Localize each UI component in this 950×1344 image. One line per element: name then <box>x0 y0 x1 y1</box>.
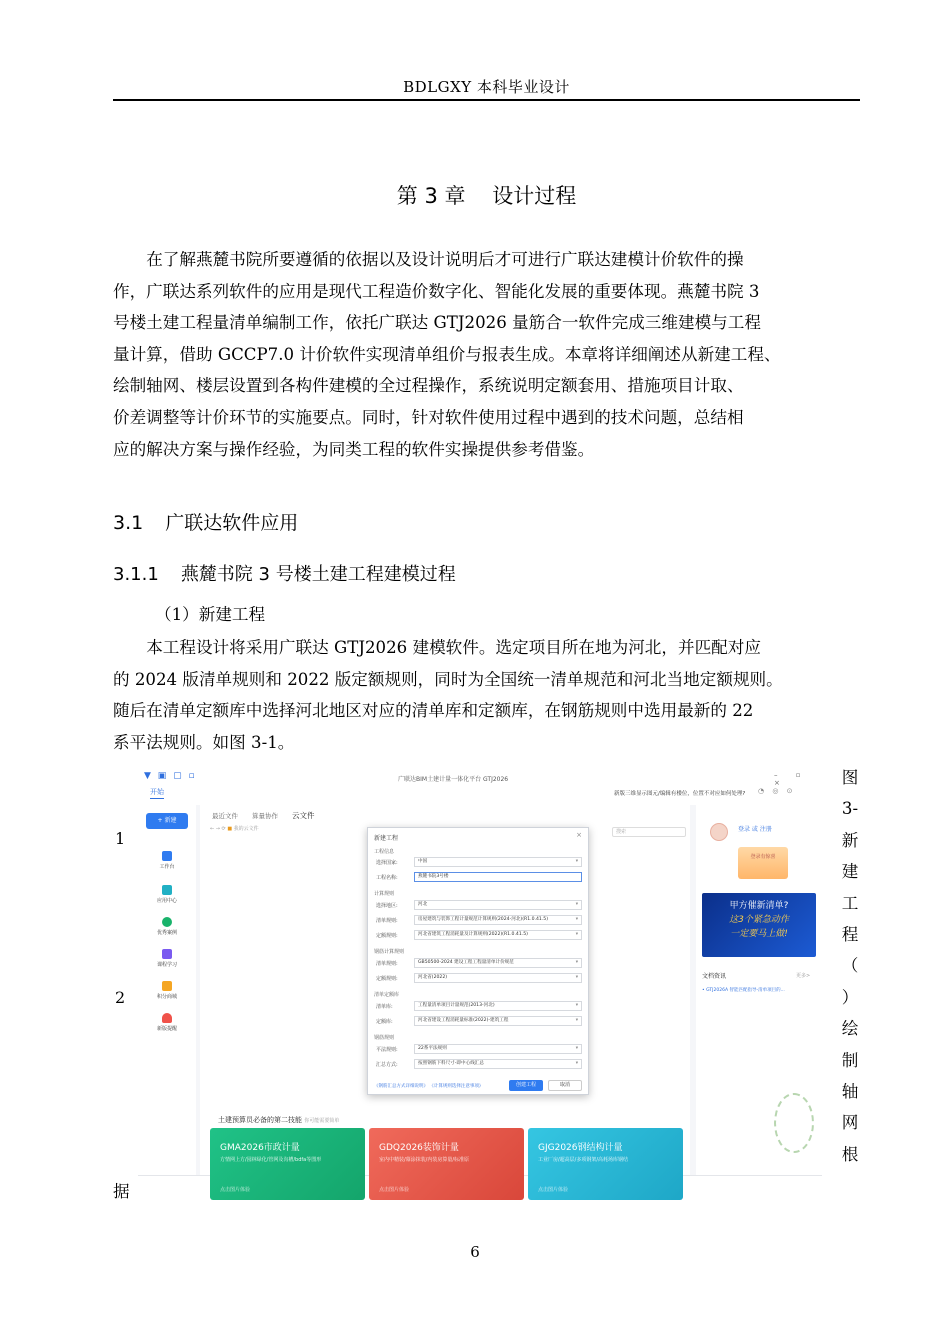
sum-mode-select[interactable]: 按照钢筋下料尺寸-即中心线汇总 ▾ <box>414 1059 582 1069</box>
news-title: 文档资讯 <box>702 973 727 980</box>
promo-card-gma[interactable]: GMA2026市政计量 方情网上方/园林绿化/管网及沟槽/bdfa等图形 点击图片体验 <box>210 1128 365 1200</box>
nav-reminders[interactable]: 新版提醒 <box>138 1013 196 1032</box>
quota-rule-select[interactable]: 河北省建筑工程消耗量及计算规则(2022)(R1.0.41.5) ▾ <box>414 930 582 940</box>
tab-collab[interactable]: 算量协作 <box>252 812 278 820</box>
header-rule <box>113 99 860 101</box>
caption-char: （ <box>841 956 859 976</box>
subsection-title: 燕麓书院 3 号楼土建工程建模过程 <box>180 564 456 585</box>
figure-caption-vertical <box>838 762 862 1170</box>
lib-quota-select[interactable]: 河北省建设工程消耗量标准(2022)-建筑工程 ▾ <box>414 1016 582 1026</box>
caption-char: 图 <box>841 768 859 787</box>
file-tabs <box>212 810 329 821</box>
paragraph-line: 的 2024 版清单规则和 2022 版定额规则，同时为全国统一清单规范和河北当地定额规则。 <box>113 669 783 689</box>
group-rebar-rule: 钢筋规则 <box>374 1035 395 1041</box>
news-item[interactable]: • GTJ2026A 智能匹配指导-清单项目的... <box>702 988 785 993</box>
name-row: 工程名称: 燕麓书院3号楼 <box>376 872 582 882</box>
workbench-icon <box>162 851 172 861</box>
body-paragraph <box>113 632 860 758</box>
rebar-quota-select[interactable]: 河北省(2022) ▾ <box>414 973 582 983</box>
paragraph-line: 量计算，借助 GCCP7.0 计价软件实现清单组价与报表生成。本章将详细阐述从新建工程、 <box>113 344 781 364</box>
nav-app-center[interactable]: 应用中心 <box>138 885 196 904</box>
rebar-list-select[interactable]: GB50500-2024 建设工程工程量清单计价规范 ▾ <box>414 958 582 968</box>
quota-rule-row: 定额规则: 河北省建筑工程消耗量及计算规则(2022)(R1.0.41.5) ▾ <box>376 930 582 940</box>
left-sidebar <box>138 805 196 1175</box>
paragraph-line: 随后在清单定额库中选择河北地区对应的清单库和定额库，在钢筋规则中选用最新的 22 <box>113 701 754 721</box>
courses-icon <box>162 949 172 959</box>
section-heading <box>113 508 298 535</box>
group-lib: 清单定额库 <box>374 992 400 998</box>
section-number: 3.1 <box>113 512 144 534</box>
cases-icon <box>162 917 172 927</box>
country-row: 选择国家: 中国 ▾ <box>376 857 582 867</box>
caption-char: 建 <box>841 862 859 882</box>
chapter-title: 第 3 章 设计过程 <box>396 184 577 208</box>
coupon-badge[interactable]: 登录有惊喜 <box>738 847 788 879</box>
cancel-button[interactable]: 取消 <box>548 1080 582 1091</box>
caption-char: 网 <box>841 1113 859 1133</box>
window-title: 广联达BIM土建计量一体化平台 GTJ2026 <box>398 776 509 783</box>
paragraph-line: 价差调整等计价环节的实施要点。同时，针对软件使用过程中遇到的技术问题，总结相 <box>113 407 744 427</box>
line-number: 1 <box>115 829 126 848</box>
app-topbar <box>138 765 822 805</box>
running-header: BDLGXY 本科毕业设计 <box>403 78 570 96</box>
path-bar[interactable]: ← → ⟳ ■ 我的云文件 <box>210 826 259 832</box>
nav-cases[interactable]: 优秀案例 <box>138 917 196 936</box>
login-box <box>704 819 816 889</box>
flat-rule-select[interactable]: 22系平法规则 ▾ <box>414 1044 582 1054</box>
app-center-icon <box>162 885 172 895</box>
page-number: 6 <box>470 1243 480 1261</box>
caption-char: 新 <box>841 830 859 850</box>
caption-char: 轴 <box>841 1082 859 1102</box>
list-rule-row: 清单规则: 房屋建筑与装饰工程计量规范计算规则(2024-河北)(R1.0.41.5) ▾ <box>376 915 582 925</box>
help-links[interactable]: 《钢筋汇总方式详细说明》 《计算规则选择注意事项》 <box>374 1084 484 1089</box>
paragraph-line: 号楼土建工程量清单编制工作，依托广联达 GTJ2026 量筋合一软件完成三维建模与工程 <box>113 313 761 333</box>
intro-paragraph <box>113 244 860 465</box>
nav-workbench[interactable]: 工作台 <box>138 851 196 870</box>
caption-char: 工 <box>841 893 859 913</box>
paragraph-line: 作，广联达系列软件的应用是现代工程造价数字化、智能化发展的重要体现。燕麓书院 3 <box>113 281 760 301</box>
nav-courses[interactable]: 课程学习 <box>138 949 196 968</box>
search-input[interactable]: 搜索 <box>612 827 686 837</box>
subsection-heading <box>113 560 456 586</box>
nav-points-mall[interactable]: 积分商城 <box>138 981 196 1000</box>
toolbar-icons[interactable]: ◔ ◎ ⊙ <box>758 787 796 795</box>
paragraph-line: 本工程设计将采用广联达 GTJ2026 建模软件。选定项目所在地为河北，并匹配对应 <box>146 638 761 657</box>
login-link[interactable]: 登录 或 注册 <box>738 826 772 833</box>
gift-icon <box>162 981 172 991</box>
list-rule-select[interactable]: 房屋建筑与装饰工程计量规范计算规则(2024-河北)(R1.0.41.5) ▾ <box>414 915 582 925</box>
rebar-list-row: 清单规则: GB50500-2024 建设工程工程量清单计价规范 ▾ <box>376 958 582 968</box>
lib-list-select[interactable]: 工程量清单项目计量规范(2013-河北) ▾ <box>414 1001 582 1011</box>
paragraph-continuation: 据 <box>113 1182 130 1201</box>
region-row: 选择地区: 河北 ▾ <box>376 900 582 910</box>
new-project-dialog <box>367 827 589 1095</box>
news-more-link[interactable]: 更多> <box>796 973 811 979</box>
ad-banner[interactable]: 甲方催新清单? 这3个紧急动作 一定要马上做! <box>702 893 816 957</box>
create-project-button[interactable]: 创建工程 <box>509 1080 543 1091</box>
tab-recent[interactable]: 最近文件 <box>212 812 238 820</box>
promo-card-gdq[interactable]: GDQ2026装饰计量 室内中精装/幕涂抹装/内装房算量/标准原 点击图片体验 <box>369 1128 524 1200</box>
caption-char: 根 <box>841 1144 859 1164</box>
line-number: 2 <box>115 988 126 1007</box>
caption-char: 程 <box>841 925 859 945</box>
avatar <box>710 823 728 841</box>
country-select[interactable]: 中国 ▾ <box>414 857 582 867</box>
window-controls-icon[interactable]: – ▫ × <box>774 771 809 787</box>
bell-icon <box>162 1013 172 1023</box>
caption-char: 3- <box>841 799 859 819</box>
paragraph-line: 在了解燕麓书院所要遵循的依据以及设计说明后才可进行广联达建模计价软件的操 <box>146 250 744 269</box>
section-title: 广联达软件应用 <box>165 512 299 534</box>
caption-char: ） <box>841 987 859 1007</box>
notice-text[interactable]: 新版三维显示图元/编辑有楼位，位置不对应如何处理? <box>614 791 746 797</box>
item-heading: （1）新建工程 <box>155 605 266 624</box>
promo-section-title: 土建预算员必备的第二技能 你可能需要简单 <box>218 1116 340 1124</box>
close-icon[interactable]: × <box>576 831 582 839</box>
paragraph-line: 系平法规则。如图 3-1。 <box>113 732 295 752</box>
tab-cloud[interactable]: 云文件 <box>292 811 315 820</box>
new-button[interactable]: + 新建 <box>146 813 188 829</box>
figure-screenshot <box>138 765 822 1193</box>
project-name-input[interactable]: 燕麓书院3号楼 <box>414 872 582 882</box>
rebar-quota-row: 定额规则: 河北省(2022) ▾ <box>376 973 582 983</box>
flat-rule-row: 平法规则: 22系平法规则 ▾ <box>376 1044 582 1054</box>
group-calc: 计算规则 <box>374 891 395 897</box>
group-rebar: 钢筋计算规则 <box>374 949 405 955</box>
lib-quota-row: 定额库: 河北省建设工程消耗量标准(2022)-建筑工程 ▾ <box>376 1016 582 1026</box>
sum-mode-row: 汇总方式: 按照钢筋下料尺寸-即中心线汇总 ▾ <box>376 1059 582 1069</box>
decoration-wreath-icon <box>774 1093 814 1153</box>
lib-list-row: 清单库: 工程量清单项目计量规范(2013-河北) ▾ <box>376 1001 582 1011</box>
tab-start[interactable]: 开始 <box>150 787 164 799</box>
caption-char: 绘 <box>841 1019 859 1039</box>
group-info: 工程信息 <box>374 849 395 855</box>
promo-card-gjg[interactable]: GJG2026钢结构计量 工业厂房/超高层/多项钢架/高耗场库钢结 点击图片体验 <box>528 1128 683 1200</box>
paragraph-line: 应的解决方案与操作经验，为同类工程的软件实操提供参考借鉴。 <box>113 439 595 459</box>
paragraph-line: 绘制轴网、楼层设置到各构件建模的全过程操作，系统说明定额套用、措施项目计取、 <box>113 376 744 396</box>
region-select[interactable]: 河北 ▾ <box>414 900 582 910</box>
subsection-number: 3.1.1 <box>113 564 159 585</box>
app-logo-icon: ▼ ▣ ▢ ▫ <box>144 771 197 781</box>
right-panel <box>696 805 822 1175</box>
caption-char: 制 <box>841 1050 859 1070</box>
dialog-title: 新建工程 <box>374 835 399 842</box>
